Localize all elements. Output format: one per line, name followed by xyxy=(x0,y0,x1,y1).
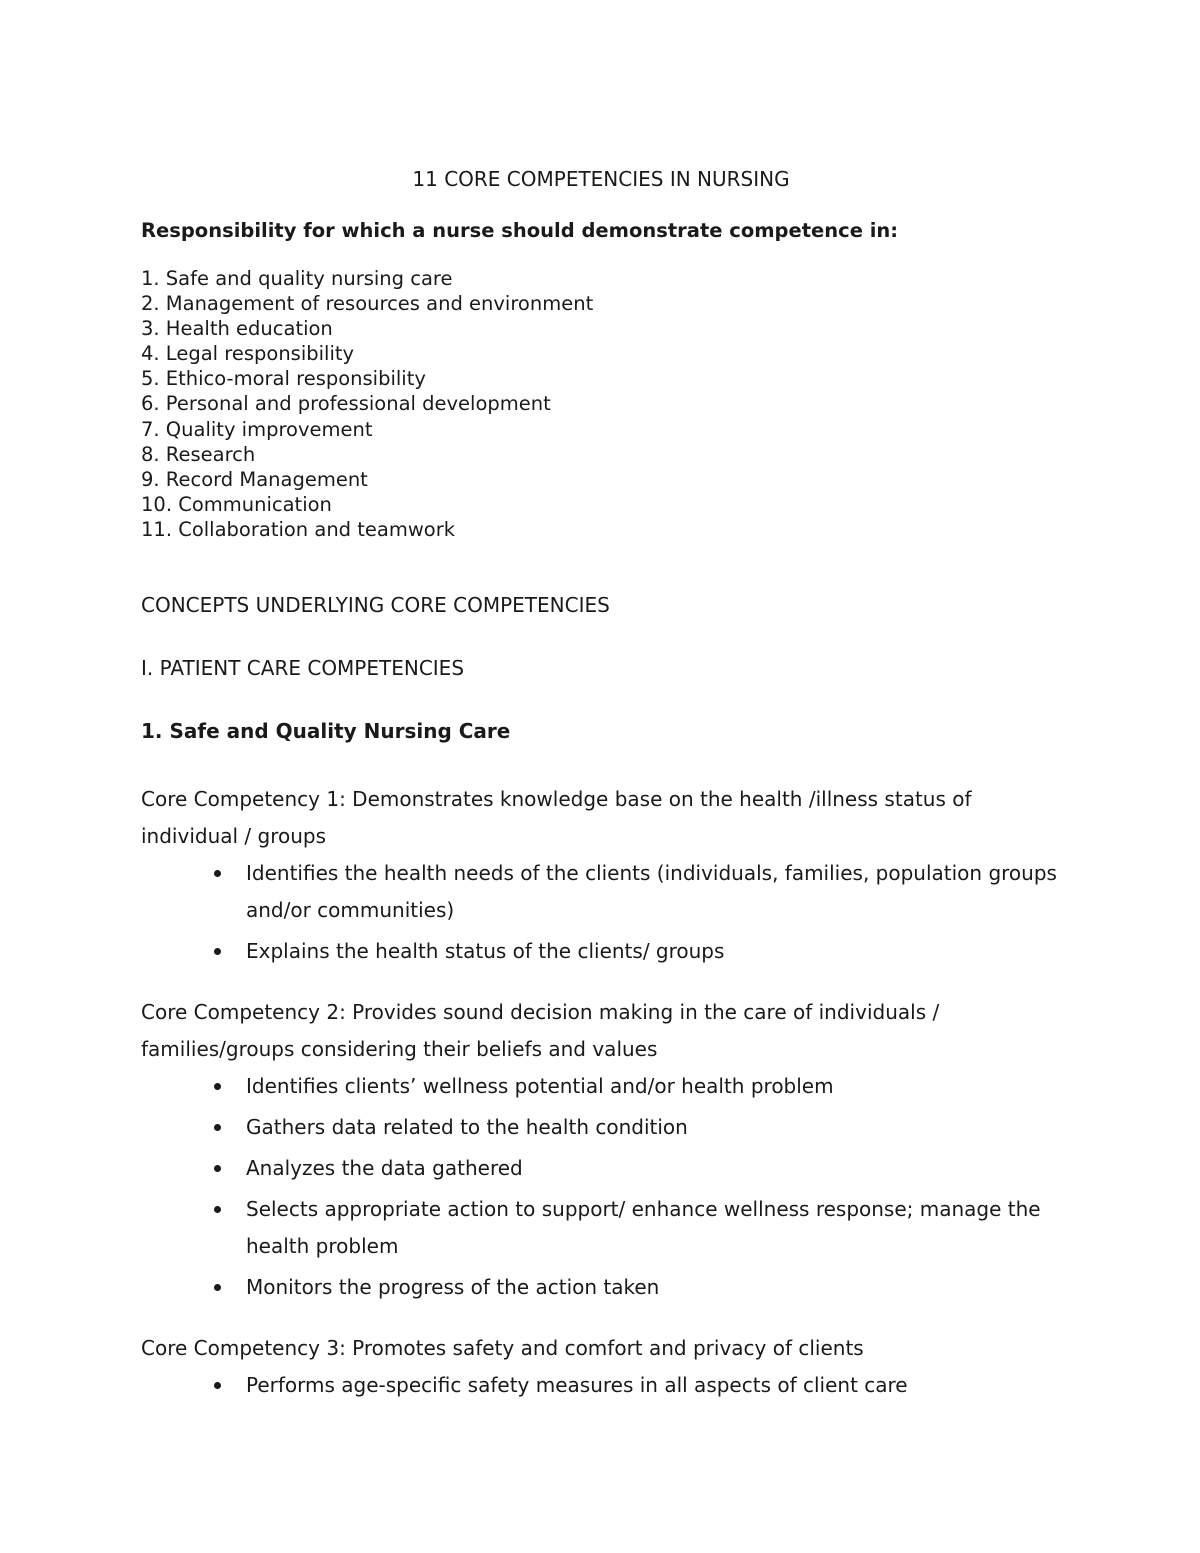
bullet-text: Identifies the health needs of the clients (individuals, families, population groups and/or communities) xyxy=(246,861,1057,923)
bullet-icon xyxy=(214,1206,221,1213)
list-item: 7. Quality improvement xyxy=(141,417,373,441)
bullet-icon xyxy=(214,870,221,877)
bullet-text: Explains the health status of the clients/ groups xyxy=(246,939,725,964)
bullet-icon xyxy=(214,1083,221,1090)
bullet-text: Gathers data related to the health condition xyxy=(246,1115,688,1140)
bullet-icon xyxy=(214,1124,221,1131)
competency-list xyxy=(141,266,1061,542)
bullet-item xyxy=(246,1068,1061,1105)
bullet-text: Performs age-specific safety measures in all aspects of client care xyxy=(246,1373,908,1398)
list-item: 9. Record Management xyxy=(141,467,368,491)
list-item: 5. Ethico-moral responsibility xyxy=(141,367,426,391)
core-competency-1: Core Competency 1: Demonstrates knowledge base on the health /illness status of individual / groups xyxy=(141,787,972,849)
concepts-heading: CONCEPTS UNDERLYING CORE COMPETENCIES xyxy=(141,593,610,618)
list-item: 1. Safe and quality nursing care xyxy=(141,267,453,290)
list-item: 4. Legal responsibility xyxy=(141,342,355,366)
list-item: 6. Personal and professional development xyxy=(141,392,551,416)
document-title: 11 CORE COMPETENCIES IN NURSING xyxy=(412,167,790,191)
core-competency-3: Core Competency 3: Promotes safety and comfort and privacy of clients xyxy=(141,1336,864,1361)
list-item: 2. Management of resources and environment xyxy=(141,292,594,316)
list-item: 3. Health education xyxy=(141,317,333,341)
bullet-icon xyxy=(214,1165,221,1172)
document-subtitle: Responsibility for which a nurse should demonstrate competence in: xyxy=(141,219,899,242)
bullet-text: Analyzes the data gathered xyxy=(246,1156,523,1181)
bullet-icon xyxy=(214,948,221,955)
core-competency-2-bullets xyxy=(141,1068,1061,1306)
core-competency-3-bullets xyxy=(141,1367,1061,1404)
bullet-item xyxy=(246,1150,1061,1187)
bullet-item xyxy=(246,1109,1061,1146)
list-item: 10. Communication xyxy=(141,492,332,516)
document-content xyxy=(141,166,1061,1408)
bullet-item xyxy=(246,855,1061,929)
bullet-icon xyxy=(214,1382,221,1389)
list-item: 8. Research xyxy=(141,442,256,466)
bullet-item xyxy=(246,933,1061,970)
bullet-icon xyxy=(214,1284,221,1291)
section-heading: I. PATIENT CARE COMPETENCIES xyxy=(141,656,465,681)
bullet-text: Monitors the progress of the action taken xyxy=(246,1275,660,1300)
bullet-item xyxy=(246,1269,1061,1306)
list-item: 11. Collaboration and teamwork xyxy=(141,517,456,541)
bullet-text: Identifies clients’ wellness potential and/or health problem xyxy=(246,1074,834,1099)
bullet-text: Selects appropriate action to support/ enhance wellness response; manage the health problem xyxy=(246,1197,1041,1259)
subsection-heading: 1. Safe and Quality Nursing Care xyxy=(141,719,511,744)
core-competency-2: Core Competency 2: Provides sound decision making in the care of individuals / families/groups considering their beliefs and values xyxy=(141,1000,940,1062)
bullet-item xyxy=(246,1191,1061,1265)
bullet-item xyxy=(246,1367,1061,1404)
core-competency-1-bullets xyxy=(141,855,1061,970)
